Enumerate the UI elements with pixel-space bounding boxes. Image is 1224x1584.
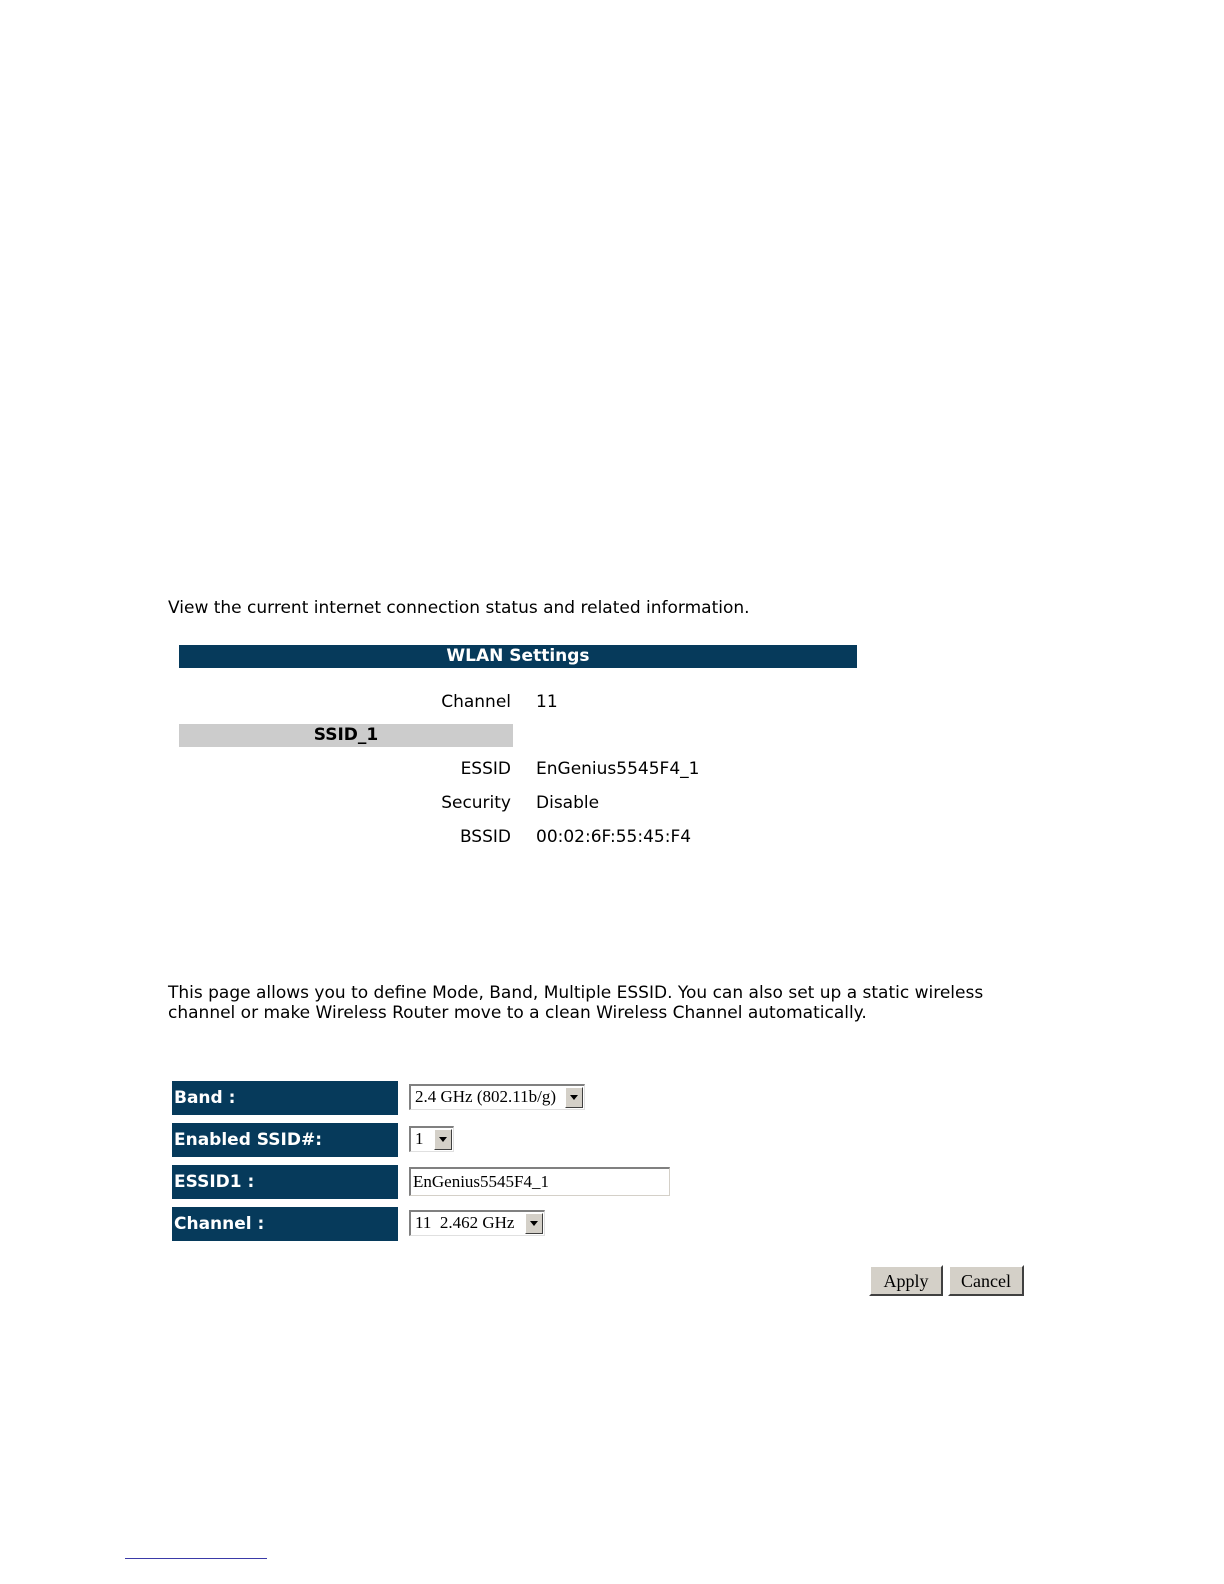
security-label: Security [441,793,511,813]
bssid-label: BSSID [459,827,511,847]
chevron-down-icon[interactable] [565,1087,583,1108]
wlan-settings-header: WLAN Settings [179,645,857,668]
band-select-value: 2.4 GHz (802.11b/g) [415,1087,557,1106]
band-select[interactable] [409,1084,585,1110]
channel-select-value: 11 2.462 GHz [415,1213,515,1232]
footnote-divider [125,1558,267,1559]
essid1-label: ESSID1 : [172,1165,398,1199]
enabled-ssid-select-value: 1 [415,1129,424,1148]
channel-value: 11 [536,692,558,712]
essid1-input[interactable] [409,1167,670,1196]
essid-value: EnGenius5545F4_1 [536,759,700,779]
channel-select[interactable] [409,1210,545,1236]
channel-select-label: Channel : [172,1207,398,1241]
bssid-value: 00:02:6F:55:45:F4 [536,827,692,847]
essid-label: ESSID [460,759,511,779]
status-intro-text: View the current internet connection status and related information. [168,598,750,618]
channel-label: Channel [441,692,511,712]
chevron-down-icon[interactable] [434,1129,452,1150]
enabled-ssid-label: Enabled SSID#: [172,1123,398,1157]
security-value: Disable [536,793,600,813]
config-description: This page allows you to define Mode, Band, Multiple ESSID. You can also set up a static wireless channel or make Wireless Router move to a clean Wireless Channel automatically. [168,983,984,1023]
ssid-section-header: SSID_1 [179,724,513,747]
apply-button[interactable]: Apply [869,1265,943,1296]
cancel-button[interactable]: Cancel [948,1265,1024,1296]
band-label: Band : [172,1081,398,1115]
chevron-down-icon[interactable] [525,1213,543,1234]
enabled-ssid-select[interactable] [409,1126,454,1152]
